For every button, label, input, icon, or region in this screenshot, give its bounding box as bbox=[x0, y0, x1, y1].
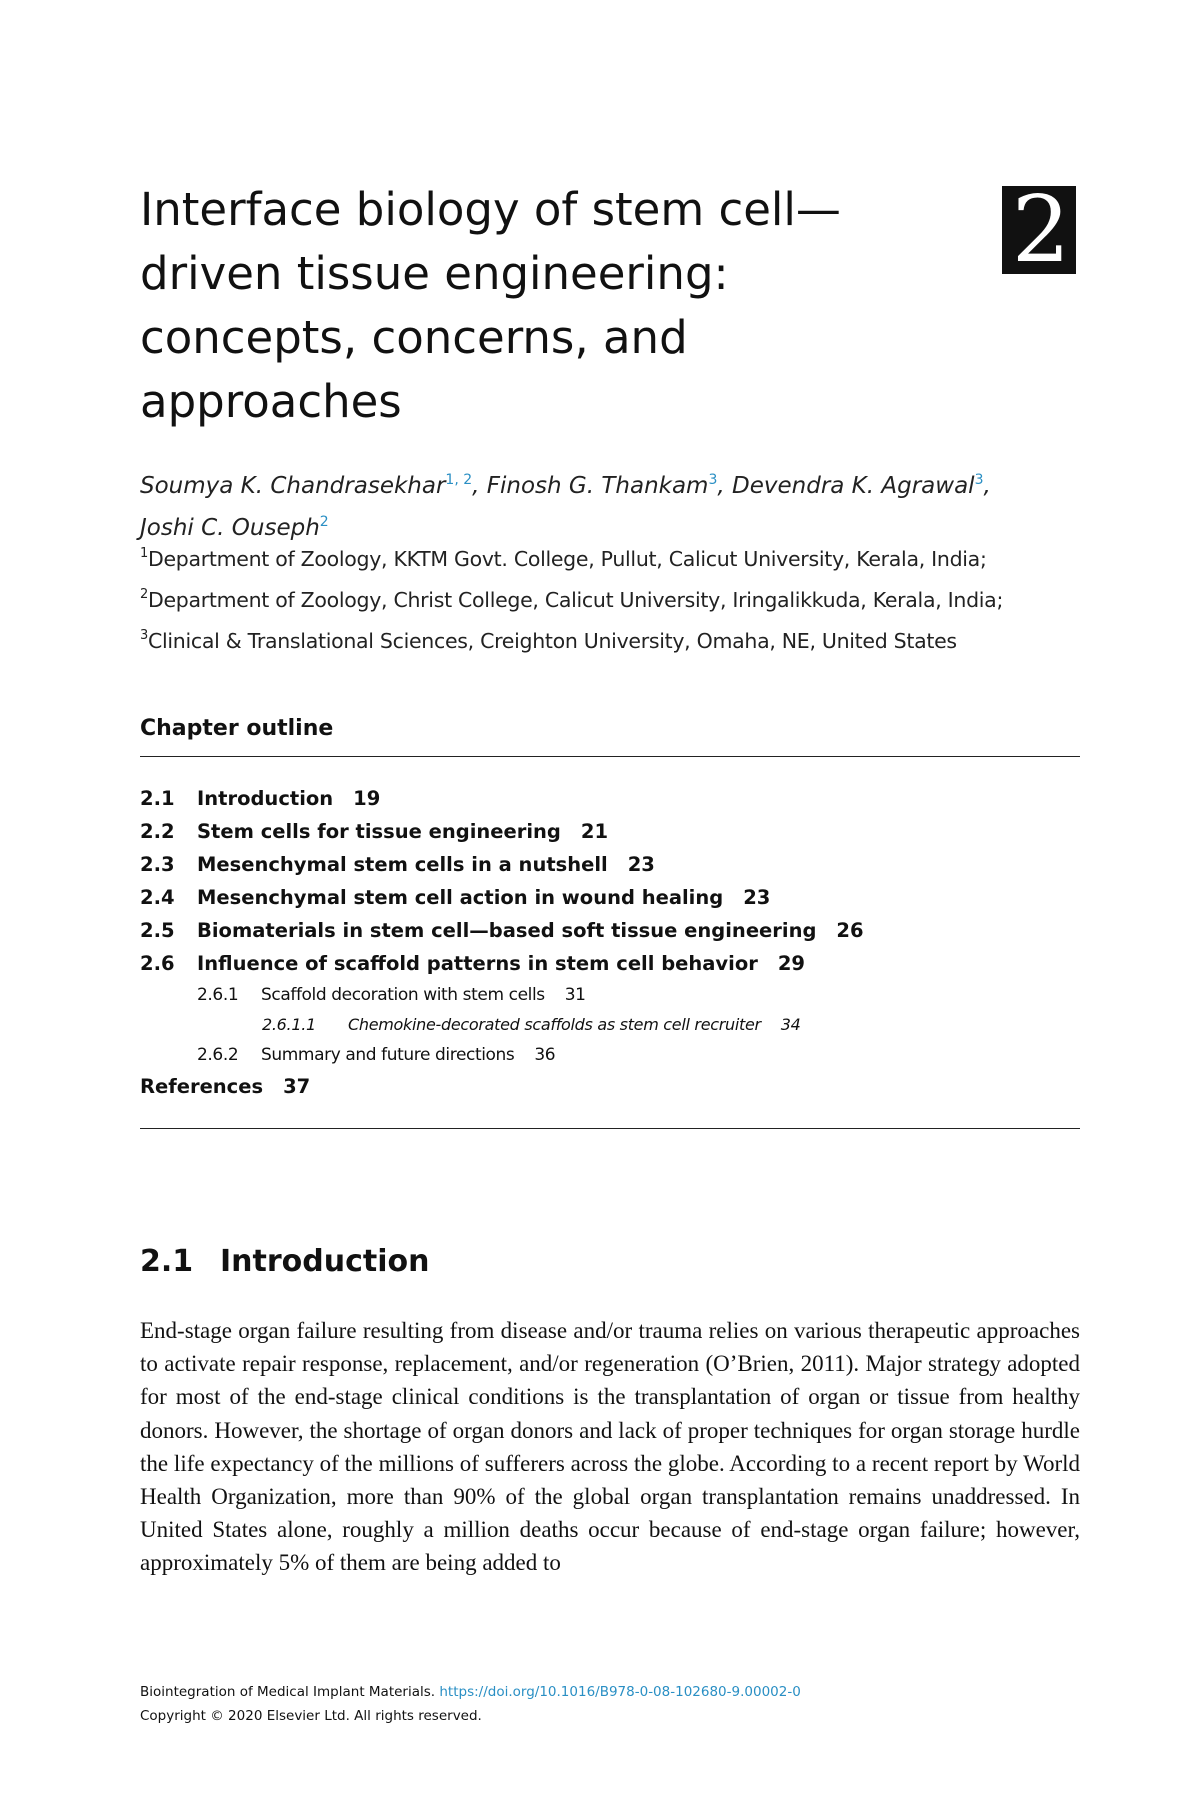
section-number: 2.1 bbox=[140, 1244, 194, 1279]
affiliation-row bbox=[140, 618, 1100, 659]
affiliation-marker: 1 bbox=[140, 546, 148, 561]
outline-entry-page: 23 bbox=[743, 886, 771, 909]
author-name: Joshi C. Ouseph bbox=[140, 515, 320, 541]
author-affiliation-marker[interactable]: 2 bbox=[319, 514, 329, 530]
author-name: Finosh G. Thankam bbox=[486, 473, 709, 499]
author-separator: , bbox=[983, 473, 991, 499]
footer-book-title: Biointegration of Medical Implant Materials. bbox=[140, 1684, 436, 1700]
outline-entry-page: 31 bbox=[564, 985, 586, 1005]
outline-entry-number: 2.6 bbox=[140, 952, 175, 975]
outline-entry-number: 2.2 bbox=[140, 820, 175, 843]
outline-entry-page: 21 bbox=[580, 820, 609, 843]
outline-entry-2-6-1[interactable] bbox=[140, 980, 1080, 1010]
author-affiliation-marker[interactable]: 3 bbox=[708, 472, 718, 488]
outline-entry-title: Biomaterials in stem cell—based soft tissue engineering bbox=[197, 919, 817, 942]
outline-entry-page: 19 bbox=[353, 787, 381, 810]
outline-entry-number: 2.6.2 bbox=[197, 1045, 239, 1065]
outline-entry-title: Mesenchymal stem cell action in wound healing bbox=[197, 886, 724, 909]
outline-heading: Chapter outline bbox=[140, 716, 334, 741]
outline-entry-page: 29 bbox=[777, 952, 805, 975]
outline-entry-page: 23 bbox=[627, 853, 655, 876]
affiliation-text: Department of Zoology, KKTM Govt. College, Pullut, Calicut University, Kerala, India; bbox=[147, 547, 987, 571]
section-heading bbox=[140, 1244, 429, 1279]
outline-entry-page: 36 bbox=[534, 1045, 556, 1065]
outline-entry-number: 2.6.1 bbox=[197, 985, 239, 1005]
outline-entry-2-6-2[interactable] bbox=[140, 1040, 1080, 1070]
chapter-number-badge: 2 bbox=[1002, 186, 1076, 274]
outline-entry-title: Summary and future directions bbox=[261, 1045, 515, 1065]
author-separator: , bbox=[717, 473, 733, 499]
author-name: Soumya K. Chandrasekhar bbox=[140, 473, 446, 499]
author-affiliation-marker[interactable]: 1, 2 bbox=[445, 472, 473, 488]
affiliation-row bbox=[140, 536, 1100, 577]
author-name: Devendra K. Agrawal bbox=[732, 473, 975, 499]
outline-entry-title: Scaffold decoration with stem cells bbox=[261, 985, 545, 1005]
outline-entry-number: 2.1 bbox=[140, 787, 175, 810]
outline-entry-2-4[interactable] bbox=[140, 881, 1080, 914]
section-title: Introduction bbox=[220, 1244, 430, 1279]
footer-doi-link[interactable]: https://doi.org/10.1016/B978-0-08-102680-9.00002-0 bbox=[439, 1684, 801, 1700]
affiliation-text: Department of Zoology, Christ College, Calicut University, Iringalikkuda, Kerala, India; bbox=[147, 588, 1004, 612]
outline-entry-title: Mesenchymal stem cells in a nutshell bbox=[197, 853, 608, 876]
chapter-title: Interface biology of stem cell—driven tissue engineering: concepts, concerns, and approaches bbox=[140, 183, 841, 428]
affiliation-row bbox=[140, 577, 1100, 618]
outline-entry-number: 2.3 bbox=[140, 853, 175, 876]
outline-bottom-rule bbox=[140, 1128, 1080, 1129]
affiliation-marker: 2 bbox=[140, 587, 148, 602]
outline-entry-number: 2.4 bbox=[140, 886, 175, 909]
outline-entry-title: References bbox=[140, 1075, 264, 1098]
outline-entry-number: 2.6.1.1 bbox=[262, 1015, 316, 1034]
outline-entry-2-6-1-1[interactable] bbox=[140, 1010, 1080, 1040]
outline-entry-title: Influence of scaffold patterns in stem cell behavior bbox=[197, 952, 758, 975]
outline-entry-2-6[interactable] bbox=[140, 947, 1080, 980]
footer-copyright: Copyright © 2020 Elsevier Ltd. All rights reserved. bbox=[140, 1708, 482, 1724]
page-footer bbox=[140, 1680, 1080, 1728]
affiliation-text: Clinical & Translational Sciences, Creighton University, Omaha, NE, United States bbox=[147, 629, 957, 653]
chapter-outline bbox=[140, 782, 1080, 1103]
section-body-text: End-stage organ failure resulting from disease and/or trauma relies on various therapeutic approaches to activate repair response, replacement, and/or regeneration (O’Brien, 2011). Major strategy adopted for most of the end-stage clinical conditions is the transplantation of organ or tissue from healthy donors. However, the shortage of organ donors and lack of proper techniques for organ storage hurdle the life expectancy of the millions of sufferers across the globe. According to a recent report by World Health Organization, more than 90% of the global organ transplantation remains unaddressed. In United States alone, roughly a million deaths occur because of end-stage organ failure; however, approximately 5% of them are being added to bbox=[140, 1318, 1080, 1576]
outline-entry-page: 34 bbox=[780, 1015, 801, 1034]
outline-entry-title: Chemokine-decorated scaffolds as stem cell recruiter bbox=[348, 1015, 761, 1034]
author-separator: , bbox=[472, 473, 487, 499]
outline-entry-references[interactable] bbox=[140, 1070, 1080, 1103]
affiliation-list bbox=[140, 536, 1100, 659]
outline-entry-number: 2.5 bbox=[140, 919, 175, 942]
outline-entry-title: Introduction bbox=[197, 787, 334, 810]
outline-entry-page: 37 bbox=[283, 1075, 311, 1098]
outline-entry-2-3[interactable] bbox=[140, 848, 1080, 881]
outline-entry-page: 26 bbox=[836, 919, 864, 942]
outline-entry-title: Stem cells for tissue engineering bbox=[197, 820, 561, 843]
affiliation-marker: 3 bbox=[140, 628, 148, 643]
footer-citation bbox=[140, 1680, 1080, 1704]
outline-entry-2-2[interactable] bbox=[140, 815, 1080, 848]
outline-entry-2-1[interactable] bbox=[140, 782, 1080, 815]
author-affiliation-marker[interactable]: 3 bbox=[974, 472, 984, 488]
author-list bbox=[140, 462, 1080, 546]
outline-entry-2-5[interactable] bbox=[140, 914, 1080, 947]
outline-top-rule bbox=[140, 756, 1080, 757]
